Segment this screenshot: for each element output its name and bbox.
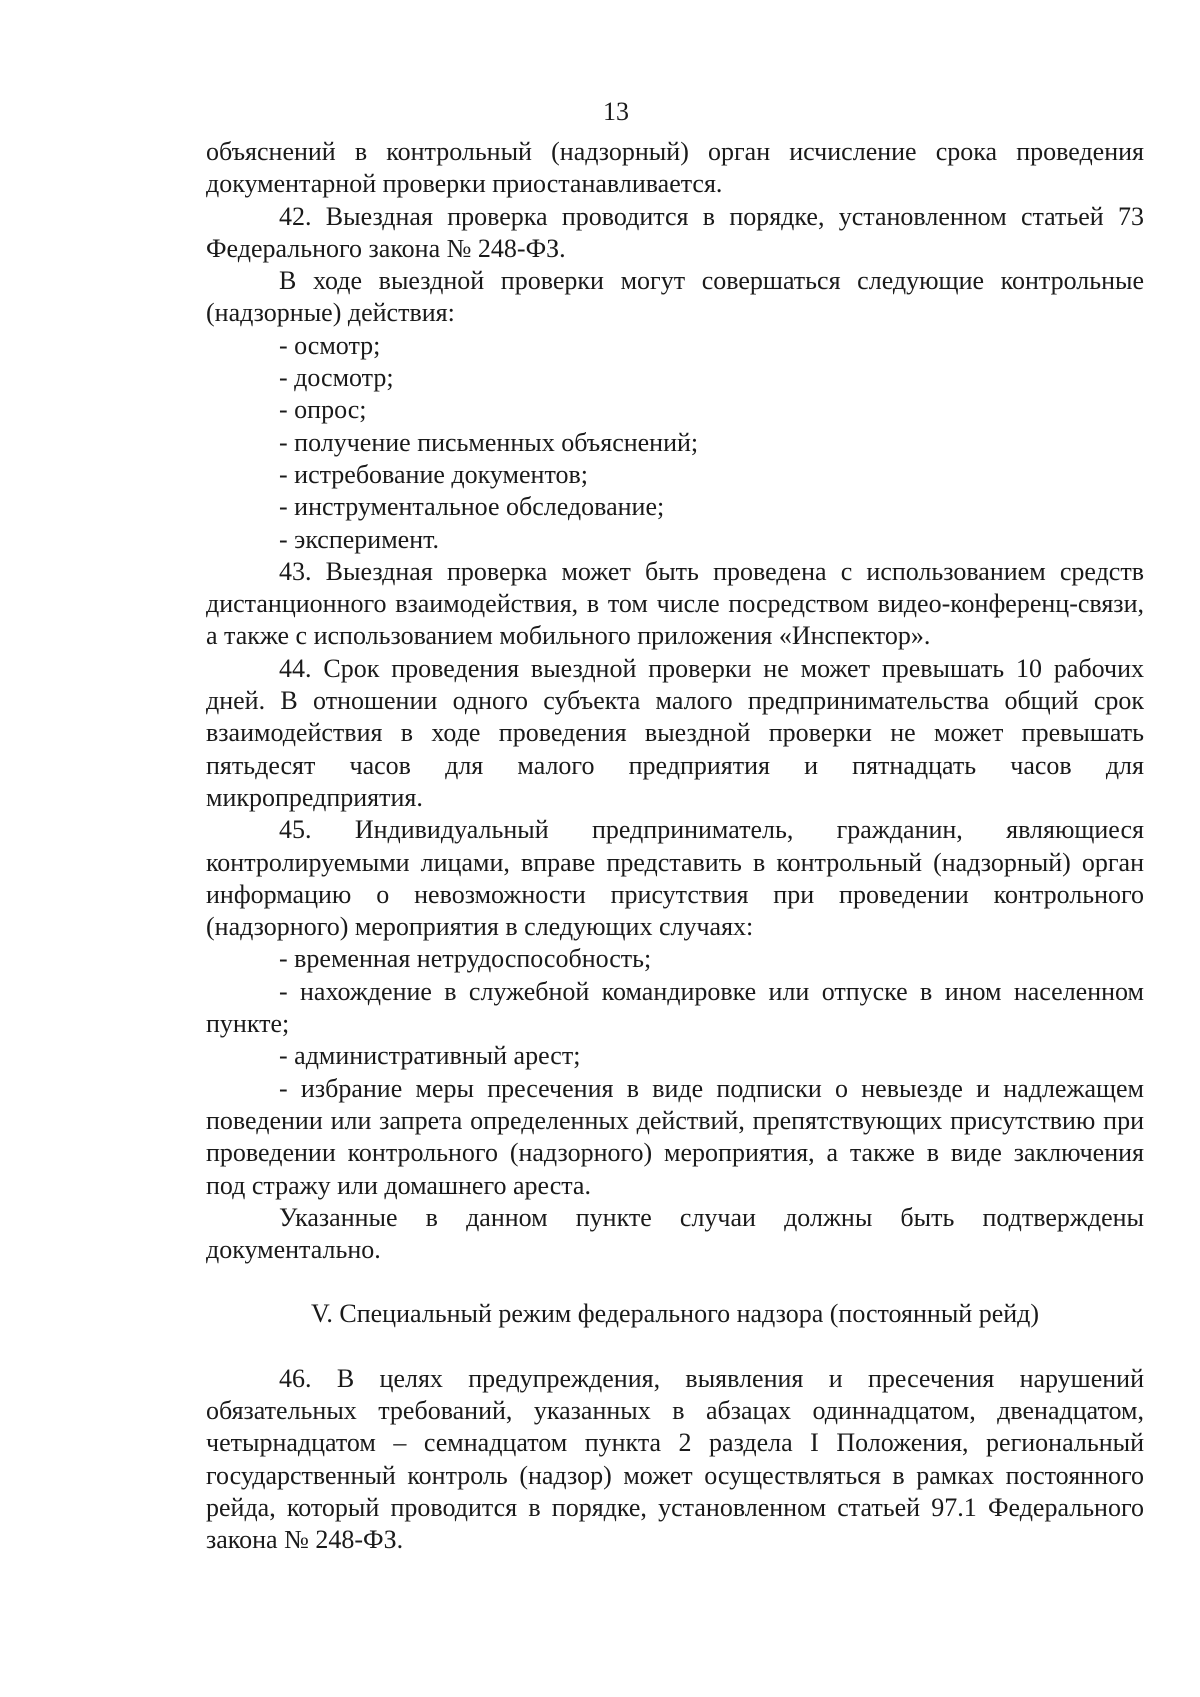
paragraph-46: 46. В целях предупреждения, выявления и пресечения нарушений обязательных требований, указанных в абзацах одиннадцатом, двенадцатом, четырнадцатом – семнадцатом пункта 2 раздела I Положения, региональный государственный контроль (надзор) может осуществляться в рамках постоянного рейда, который проводится в порядке, установленном статьей 97.1 Федерального закона № 248-ФЗ. [206, 1363, 1144, 1555]
paragraph-43: 43. Выездная проверка может быть проведена с использованием средств дистанционного взаимодействия, в том числе посредством видео-конференц-связи, а также с использованием мобильного приложения «Инспектор». [206, 556, 1144, 651]
section-heading: V. Специальный режим федерального надзора (постоянный рейд) [310, 1299, 1040, 1329]
paragraph-42-actions-intro: В ходе выездной проверки могут совершаться следующие контрольные (надзорные) действия: [206, 266, 1144, 328]
action-item: - опрос; [279, 395, 367, 425]
case-item: - административный арест; [279, 1041, 581, 1071]
case-item: - временная нетрудоспособность; [279, 944, 652, 974]
paragraph-45: 45. Индивидуальный предприниматель, гражданин, являющиеся контролируемыми лицами, вправе представить в контрольный (надзорный) орган информацию о невозможности присутствия при проведении контрольного (надзорного) мероприятия в следующих случаях: [206, 815, 1144, 942]
paragraph-45-confirmation: Указанные в данном пункте случаи должны быть подтверждены документально. [206, 1202, 1144, 1265]
action-item: - досмотр; [279, 363, 394, 393]
case-item: - нахождение в служебной командировке или отпуске в ином населенном пункте; [206, 976, 1144, 1039]
action-item: - осмотр; [279, 330, 381, 360]
action-item: - эксперимент. [279, 524, 440, 554]
case-item: - избрание меры пресечения в виде подписки о невыезде и надлежащем поведении или запрета определенных действий, препятствующих присутствию при проведении контрольного (надзорного) мероприятия, а также в виде заключения под стражу или домашнего ареста. [206, 1073, 1144, 1200]
action-item: - истребование документов; [279, 459, 588, 489]
paragraph-44: 44. Срок проведения выездной проверки не может превышать 10 рабочих дней. В отношении одного субъекта малого предпринимательства общий срок взаимодействия в ходе проведения выездной проверки не может превышать пятьдесят часов для малого предприятия и пятнадцать часов для микропредприятия. [206, 653, 1144, 812]
paragraph-42: 42. Выездная проверка проводится в порядке, установленном статьей 73 Федерального закона № 248-ФЗ. [206, 201, 1144, 263]
action-item: - инструментальное обследование; [279, 492, 665, 522]
paragraph-continuation: объяснений в контрольный (надзорный) орган исчисление срока проведения документарной проверки приостанавливается. [206, 137, 1144, 199]
page-number: 13 [603, 97, 629, 126]
document-body [206, 136, 1144, 1556]
action-item: - получение письменных объяснений; [279, 427, 699, 457]
